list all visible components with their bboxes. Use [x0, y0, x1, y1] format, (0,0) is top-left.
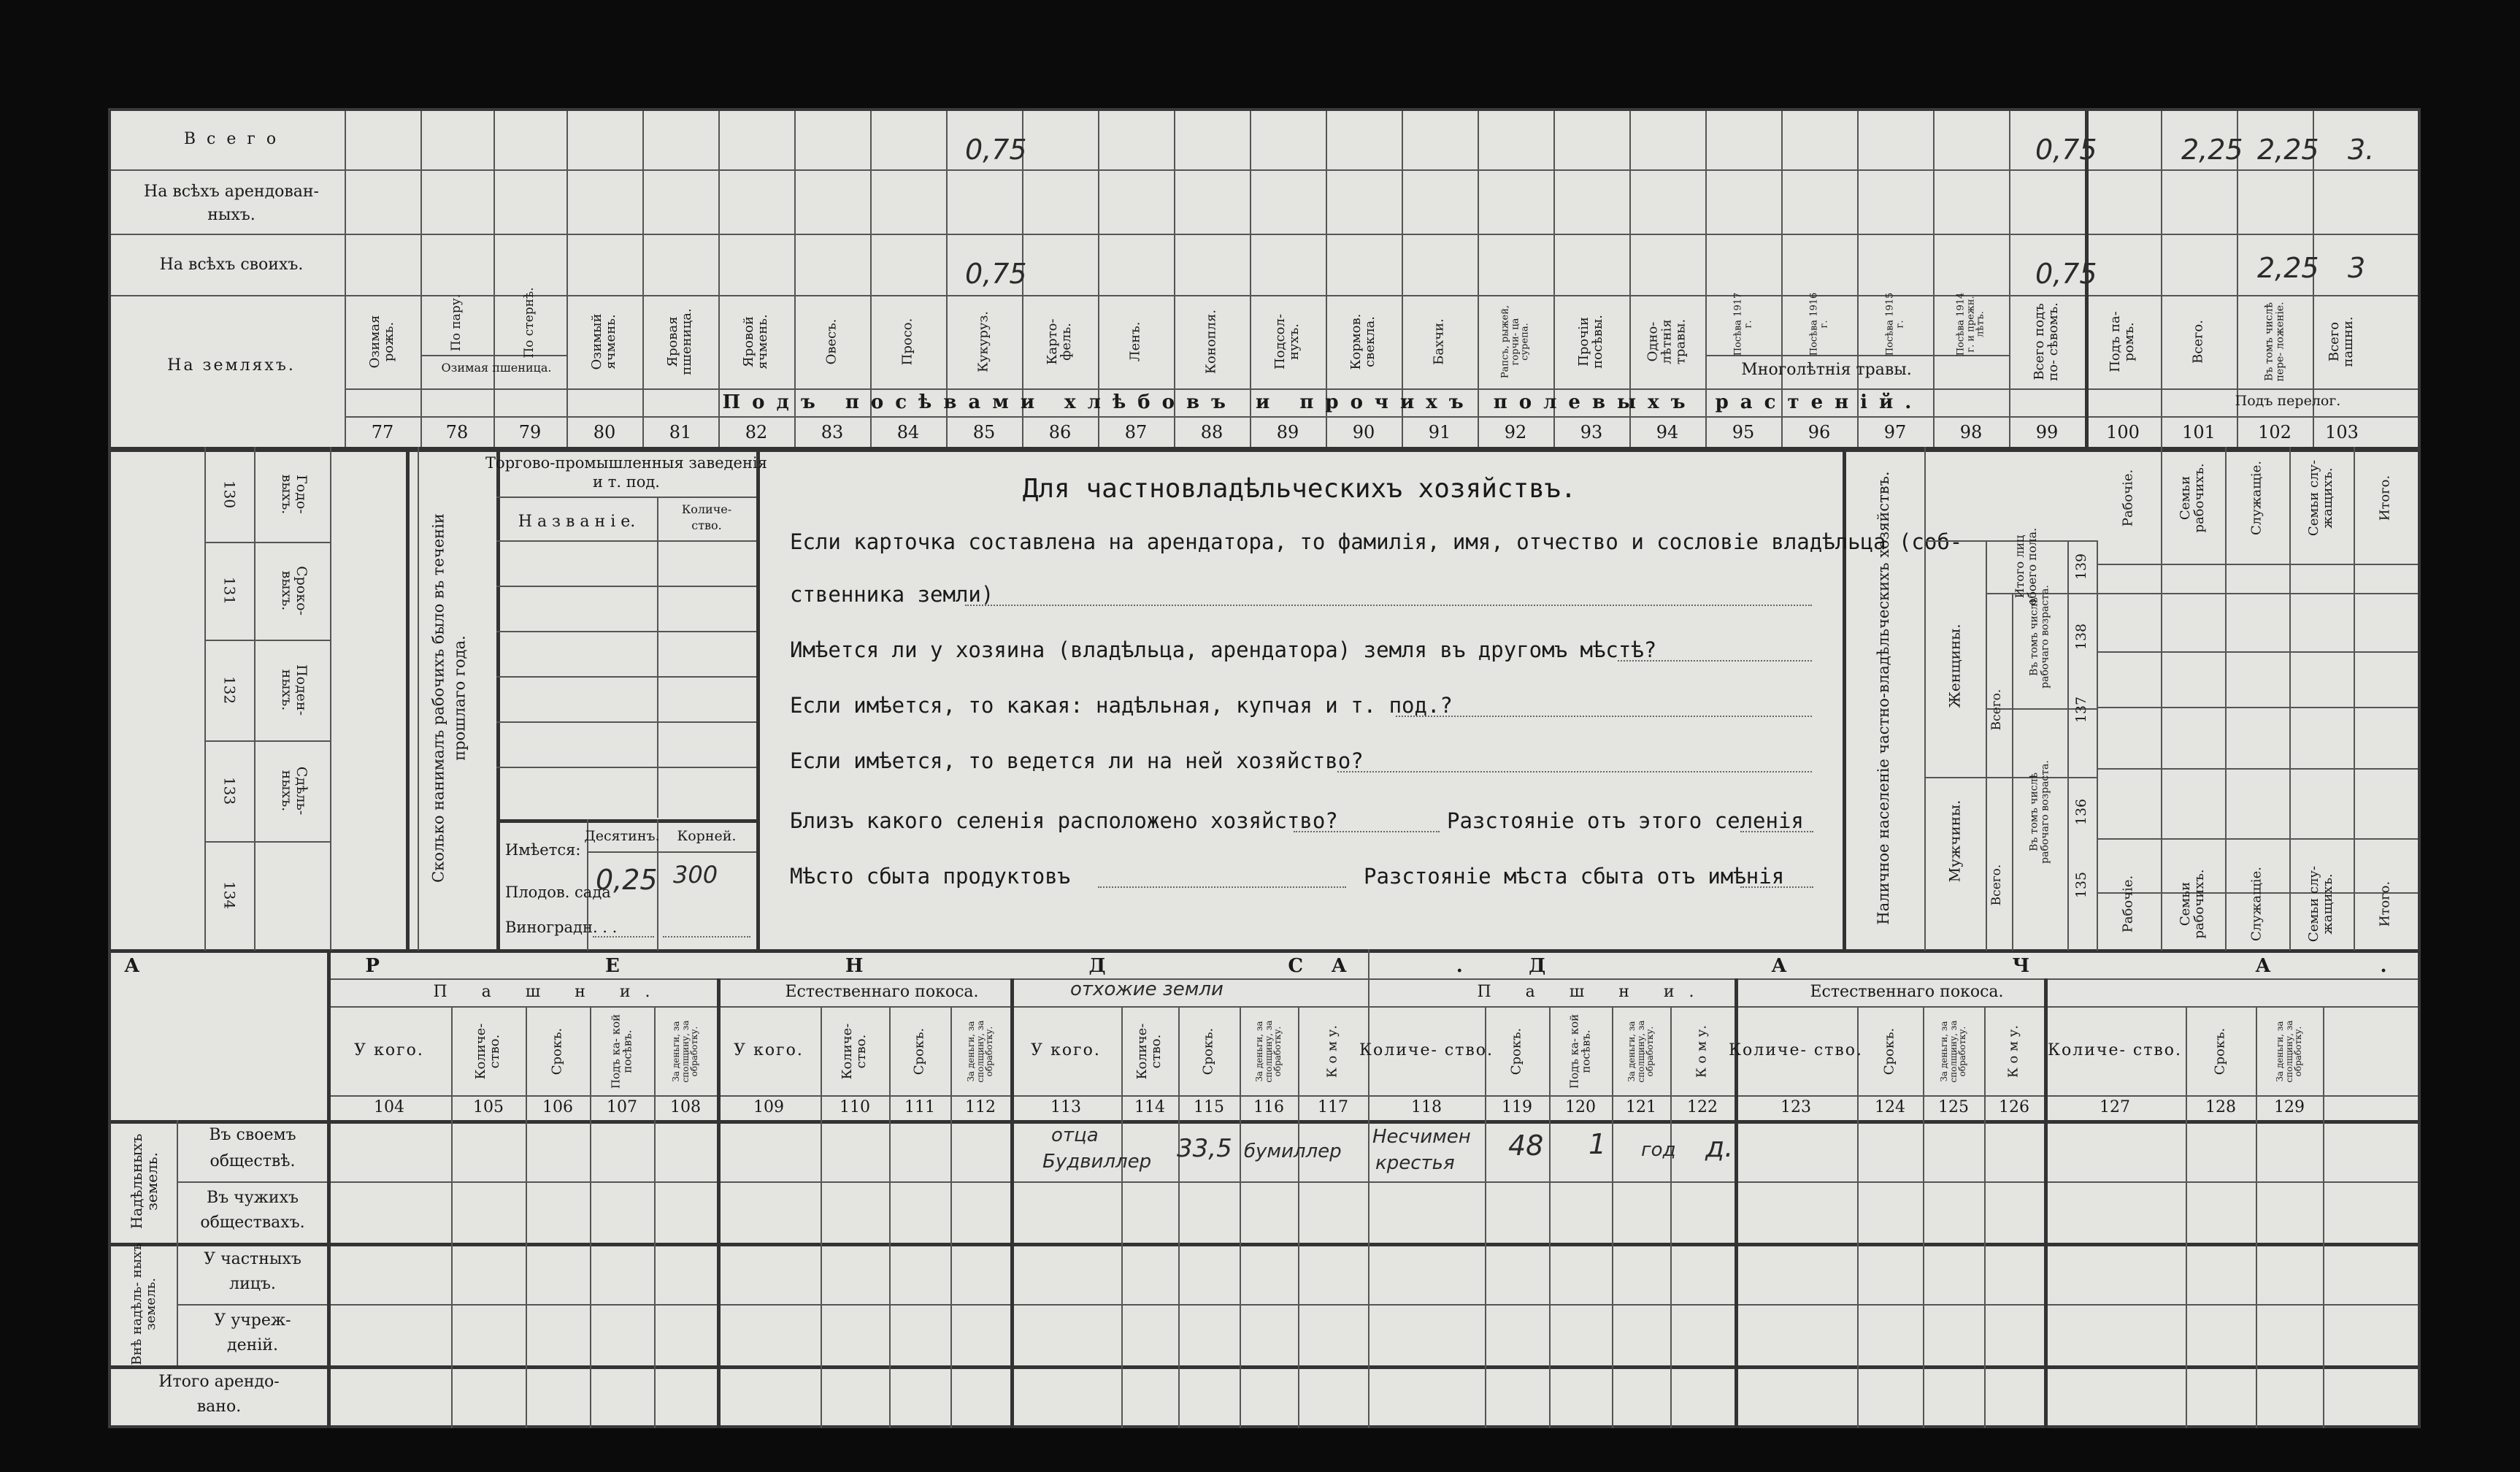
- crop-header-85: Кукуруз.: [975, 311, 991, 373]
- row-u-chastnykh-1: У частныхъ: [204, 1250, 301, 1268]
- left-col-label-130: Годо- выхъ.: [279, 474, 310, 515]
- left-col-label-132: Поден- ныхъ.: [279, 664, 310, 716]
- arenda-title: А Р Е Н Д А.: [124, 955, 1572, 977]
- private-q4: Если имѣется, то ведется ли на ней хозяйство?: [790, 748, 1364, 773]
- sdacha-title: С Д А Ч А.: [1288, 955, 2497, 977]
- bot-col-number-123: 123: [1780, 1098, 1811, 1116]
- left-col-num-134: 134: [220, 881, 239, 910]
- bot-col-number-122: 122: [1687, 1098, 1718, 1116]
- crop-header-81: Яровая пшеница.: [665, 308, 694, 375]
- hw-c118: 48: [1508, 1130, 1544, 1162]
- col-number-91: 91: [1428, 422, 1451, 442]
- col-number-83: 83: [821, 422, 844, 442]
- row-v-chuzhikh-1: Въ чужихъ: [207, 1189, 299, 1207]
- hw-c120: год: [1641, 1139, 1676, 1161]
- crop-header-99: Всего подъ по- сѣвомъ.: [2032, 302, 2061, 381]
- crop-header-96: Посѣва 1916 г.: [1808, 292, 1829, 356]
- left-col-num-132: 132: [220, 675, 239, 705]
- pop-n-135: 135: [2073, 871, 2090, 899]
- bot-header-114: Количе- ство.: [1134, 1023, 1164, 1080]
- ozimaya-pshenitsa: Озимая пшеница.: [441, 361, 552, 375]
- pop-vsego-w: Всего.: [1989, 689, 2005, 731]
- hw-svoikh-85: 0,75: [965, 258, 1027, 290]
- col-number-81: 81: [669, 422, 692, 442]
- bot-col-number-126: 126: [1999, 1098, 2029, 1116]
- private-q5b: Разстояніе отъ этого селенія: [1447, 808, 1804, 833]
- bot-header-128: Срокъ.: [2212, 1027, 2228, 1076]
- hw-c114: 33,5: [1177, 1134, 1232, 1163]
- crop-header-97: Посѣва 1915 г.: [1884, 292, 1905, 356]
- col-number-79: 79: [518, 422, 542, 442]
- col-number-97: 97: [1883, 422, 1907, 442]
- bot-header-124: Срокъ.: [1881, 1027, 1897, 1076]
- right-label-top-0: Рабочіе.: [2120, 469, 2136, 527]
- col-number-78: 78: [445, 422, 469, 442]
- bot-col-number-115: 115: [1194, 1098, 1224, 1116]
- right-label-bottom-1: Семьи рабочихъ.: [2178, 869, 2207, 939]
- col-number-102: 102: [2258, 422, 2292, 442]
- col-number-80: 80: [593, 422, 616, 442]
- crop-header-94: Одно- лѣтнія травы.: [1645, 318, 1689, 365]
- right-label-bottom-3: Семьи слу- жащихъ.: [2306, 865, 2335, 943]
- bot-col-number-114: 114: [1134, 1098, 1165, 1116]
- row-label-arend-2: ныхъ.: [207, 206, 256, 224]
- col-number-85: 85: [972, 422, 996, 442]
- bot-col-number-112: 112: [965, 1098, 996, 1116]
- left-col-num-133: 133: [220, 776, 239, 805]
- bot-col-number-108: 108: [670, 1098, 701, 1116]
- bot-col-number-128: 128: [2205, 1098, 2236, 1116]
- bot-header-112: За деньги, за сполщину, за обработку.: [966, 1020, 995, 1083]
- bot-header-118: Количе- ство.: [1359, 1041, 1494, 1059]
- muzhchiny: Мужчины.: [1945, 800, 1964, 883]
- col-number-95: 95: [1732, 422, 1755, 442]
- col-number-84: 84: [896, 422, 920, 442]
- bot-header-119: Срокъ.: [1508, 1027, 1524, 1076]
- col-number-98: 98: [1959, 422, 1983, 442]
- bot-header-123: Количе- ство.: [1728, 1041, 1864, 1059]
- col-number-86: 86: [1048, 422, 1072, 442]
- kornei: Корней.: [677, 828, 737, 844]
- census-card: [108, 108, 2497, 1428]
- right-label-bottom-4: Итого.: [2377, 881, 2393, 927]
- bot-col-number-125: 125: [1938, 1098, 1969, 1116]
- bot-col-number-105: 105: [473, 1098, 504, 1116]
- private-q1b: ственника земли): [790, 582, 994, 607]
- bot-col-number-119: 119: [1502, 1098, 1532, 1116]
- private-q3: Если имѣется, то какая: надѣльная, купчая и т. под.?: [790, 693, 1453, 718]
- col-number-101: 101: [2182, 422, 2216, 442]
- col-number-87: 87: [1124, 422, 1148, 442]
- bot-col-number-107: 107: [607, 1098, 637, 1116]
- col-number-100: 100: [2106, 422, 2140, 442]
- crop-header-102: Въ томъ числѣ пере- ложеніе.: [2263, 302, 2286, 382]
- row-label-na-zemlyakh: На земляхъ.: [167, 356, 296, 375]
- left-col-label-133: Сдѣль- ныхъ.: [279, 766, 310, 816]
- crop-header-91: Бахчи.: [1431, 318, 1447, 365]
- crop-header-92: Рапсъ, рыжей, горчи- ца сурепа.: [1499, 304, 1531, 379]
- hw-vsego-99: 0,75: [2035, 134, 2097, 166]
- bot-col-number-121: 121: [1626, 1098, 1656, 1116]
- crop-header-84: Просо.: [899, 318, 915, 366]
- crop-header-101: Всего.: [2190, 320, 2206, 364]
- right-label-top-2: Служащіе.: [2248, 461, 2264, 535]
- crop-header-98: Посѣва 1914 г. и прежн. лѣтъ.: [1955, 292, 1986, 356]
- pop-n-137: 137: [2073, 696, 2090, 724]
- bot-header-127: Количе- ство.: [2047, 1041, 2183, 1059]
- hw-plodov-des: 0,25: [596, 864, 658, 896]
- pod-perelog: Подъ перелог.: [2235, 393, 2341, 409]
- hw-c117a: Несчимен: [1372, 1126, 1471, 1148]
- row-u-uchrezh-1: У учреж-: [214, 1311, 291, 1330]
- col-number-89: 89: [1276, 422, 1299, 442]
- crop-header-86: Карто- фель.: [1045, 318, 1074, 365]
- row-u-uchrezh-2: деній.: [227, 1336, 278, 1354]
- zhenshchiny: Женщины.: [1945, 624, 1964, 708]
- col-number-93: 93: [1580, 422, 1603, 442]
- bot-col-number-127: 127: [2100, 1098, 2130, 1116]
- col-number-103: 103: [2325, 422, 2359, 442]
- torg-kol-2: ство.: [691, 518, 722, 532]
- bot-header-113: У кого.: [1031, 1041, 1101, 1059]
- bot-header-129: За деньги, за сполщину, за обработку.: [2275, 1020, 2304, 1083]
- row-itogo-1: Итого арендо-: [158, 1373, 280, 1391]
- bot-col-number-116: 116: [1253, 1098, 1284, 1116]
- bot-header-126: К о м у.: [2005, 1024, 2021, 1078]
- desyatin: Десятинъ.: [584, 828, 660, 844]
- pop-vsego-m: Всего.: [1989, 864, 2005, 906]
- bot-col-number-109: 109: [753, 1098, 784, 1116]
- bot-header-120: Подъ ка- кой посѣвъ.: [1567, 1013, 1592, 1089]
- private-title: Для частновладѣльческихъ хозяйствъ.: [1022, 474, 1577, 504]
- bot-header-111: Срокъ.: [911, 1027, 927, 1076]
- sdacha-estestv: Естественнаго покоса.: [1810, 983, 2004, 1001]
- bot-col-number-118: 118: [1411, 1098, 1442, 1116]
- hw-vsego-103: 3.: [2348, 134, 2375, 166]
- col-number-82: 82: [745, 422, 768, 442]
- bot-header-122: К о м у.: [1694, 1024, 1710, 1078]
- col-number-94: 94: [1656, 422, 1679, 442]
- bot-header-117: К о м у.: [1324, 1024, 1340, 1078]
- pop-n-139: 139: [2073, 553, 2090, 580]
- row-label-arend-1: На всѣхъ арендован-: [144, 183, 319, 201]
- crop-header-103: Всего пашни.: [2327, 316, 2356, 367]
- pop-n-138: 138: [2073, 623, 2090, 651]
- crop-header-100: Подъ па- ромъ.: [2108, 311, 2137, 372]
- row-vne: Внѣ надѣль- ныхъ земель.: [129, 1243, 158, 1365]
- bot-header-107: Подъ ка- кой посѣвъ.: [609, 1013, 634, 1089]
- bot-col-number-120: 120: [1565, 1098, 1596, 1116]
- right-label-top-3: Семьи слу- жащихъ.: [2306, 459, 2335, 537]
- col-number-92: 92: [1504, 422, 1527, 442]
- bot-col-number-113: 113: [1050, 1098, 1081, 1116]
- hw-c113a: отца: [1051, 1124, 1099, 1146]
- left-col-label-131: Сроко- выхъ.: [279, 566, 310, 616]
- hw-c113b: Будвиллер: [1042, 1151, 1152, 1173]
- torg-kol-1: Количе-: [681, 502, 732, 516]
- crop-header-82: Яровой ячмень.: [741, 314, 770, 369]
- hw-svoikh-102: 2,25: [2257, 252, 2319, 284]
- arenda-estestv: Естественнаго покоса.: [785, 983, 979, 1001]
- col-number-96: 96: [1808, 422, 1831, 442]
- right-label-bottom-2: Служащіе.: [2248, 867, 2264, 941]
- bot-col-number-104: 104: [374, 1098, 404, 1116]
- left-col-num-130: 130: [220, 480, 239, 509]
- col-number-99: 99: [2035, 422, 2059, 442]
- hw-plodov-kor: 300: [673, 861, 718, 889]
- row-v-svoem-2: обществѣ.: [210, 1152, 296, 1170]
- crop-header-88: Конопля.: [1203, 309, 1219, 375]
- row-label-svoikh: На всѣхъ своихъ.: [159, 256, 304, 274]
- hw-vsego-102: 2,25: [2257, 134, 2319, 166]
- hw-svoikh-103: 3: [2348, 252, 2366, 284]
- right-label-top-4: Итого.: [2377, 475, 2393, 521]
- hw-vsego-101: 2,25: [2181, 134, 2243, 166]
- crop-header-90: Кормов. свекла.: [1348, 313, 1378, 370]
- col-number-77: 77: [371, 422, 394, 442]
- bot-header-106: Срокъ.: [549, 1027, 565, 1076]
- plodov: Плодов. сада: [505, 883, 611, 901]
- crop-header-79: По стернѣ.: [522, 287, 537, 359]
- sdacha-pashni: П а ш н и.: [1477, 983, 1709, 1001]
- bot-header-121: За деньги, за сполщину, за обработку.: [1626, 1020, 1656, 1083]
- bot-header-109: У кого.: [734, 1041, 804, 1059]
- hw-vsego-85: 0,75: [965, 134, 1027, 166]
- bot-col-number-129: 129: [2274, 1098, 2305, 1116]
- bot-col-number-117: 117: [1318, 1098, 1348, 1116]
- crop-header-87: Ленъ.: [1127, 321, 1143, 362]
- hw-header-113: отхожие земли: [1070, 978, 1223, 1000]
- right-label-bottom-0: Рабочіе.: [2120, 875, 2136, 933]
- row-label-vsego: В с е г о: [183, 130, 280, 148]
- crop-header-83: Овесъ.: [823, 318, 840, 365]
- pop-n-136: 136: [2073, 798, 2090, 826]
- torg-title: Торгово-промышленныя заведенія: [485, 454, 767, 472]
- bot-header-104: У кого.: [354, 1041, 424, 1059]
- row-v-svoem-1: Въ своемъ: [209, 1126, 296, 1144]
- left-col-num-131: 131: [220, 576, 239, 605]
- private-q5: Близъ какого селенія расположено хозяйство?: [790, 808, 1338, 833]
- row-v-chuzhikh-2: обществахъ.: [200, 1214, 305, 1232]
- torg-title-2: и т. под.: [593, 473, 660, 491]
- hw-c115: бумиллер: [1244, 1141, 1342, 1162]
- pop-vtom-w: Въ томъ числѣ рабочаго возраста.: [2028, 585, 2051, 689]
- private-q1a: Если карточка составлена на арендатора, то фамилія, имя, отчество и сословіе владѣльца (соб-: [790, 529, 1963, 554]
- crop-header-78: По пару.: [449, 294, 464, 352]
- skolko-label: Сколько нанималъ рабочихъ было въ теченіи прошлаго года.: [429, 513, 469, 883]
- crop-header-95: Посѣва 1917 г.: [1732, 292, 1753, 356]
- bot-header-110: Количе- ство.: [840, 1023, 869, 1080]
- bot-header-125: За деньги, за сполщину, за обработку.: [1939, 1020, 1968, 1083]
- hw-c121: д.: [1705, 1131, 1734, 1163]
- hw-c119: 1: [1589, 1128, 1607, 1160]
- crop-header-77: Озимая рожь.: [367, 315, 396, 369]
- bot-header-108: За деньги, за сполщину, за обработку.: [671, 1020, 700, 1083]
- row-nadelnykh: Надѣльныхъ земель.: [128, 1133, 161, 1230]
- pop-vtom-m: Въ томъ числѣ рабочаго возраста.: [2028, 760, 2051, 864]
- bot-col-number-124: 124: [1875, 1098, 1905, 1116]
- private-q6: Мѣсто сбыта продуктовъ: [790, 864, 1071, 889]
- hw-svoikh-99: 0,75: [2035, 258, 2097, 290]
- mnogoletnie: Многолѣтнія травы.: [1741, 361, 1912, 379]
- bot-header-105: Количе- ство.: [473, 1023, 502, 1080]
- nalichnoe: Наличное населеніе частно-владѣльческихъ хозяйствъ.: [1874, 471, 1892, 925]
- crop-header-89: Подсол- нухъ.: [1272, 313, 1302, 370]
- crop-header-93: Прочіи посѣвы.: [1576, 315, 1605, 369]
- vinograd: Виноградн. . .: [505, 919, 618, 936]
- bot-col-number-106: 106: [542, 1098, 573, 1116]
- bot-header-116: За деньги, за сполщину, за обработку.: [1254, 1020, 1283, 1083]
- row-itogo-2: вано.: [196, 1398, 242, 1416]
- bot-col-number-111: 111: [904, 1098, 935, 1116]
- private-q6b: Разстояніе мѣста сбыта отъ имѣнія: [1364, 864, 1785, 889]
- pod-posevami: Подъ посѣвами хлѣбовъ и прочихъ полевыхъ растеній.: [722, 391, 1924, 413]
- private-q2: Имѣется ли у хозяина (владѣльца, арендатора) земля въ другомъ мѣстѣ?: [790, 637, 1657, 662]
- col-number-88: 88: [1200, 422, 1223, 442]
- col-number-90: 90: [1352, 422, 1375, 442]
- itogo-obo: Итого лиц обоего пола.: [2013, 527, 2039, 606]
- row-u-chastnykh-2: лицъ.: [229, 1275, 276, 1293]
- imeetsya: Имѣется:: [505, 841, 581, 859]
- hw-c117b: крестья: [1375, 1152, 1455, 1174]
- crop-header-80: Озимый ячмень.: [589, 313, 618, 370]
- right-label-top-1: Семьи рабочихъ.: [2178, 463, 2207, 533]
- bot-header-115: Срокъ.: [1200, 1027, 1216, 1076]
- arenda-pashni: П а ш н и.: [433, 983, 665, 1001]
- torg-nazvanie: Н а з в а н і е.: [518, 513, 636, 531]
- bot-col-number-110: 110: [840, 1098, 870, 1116]
